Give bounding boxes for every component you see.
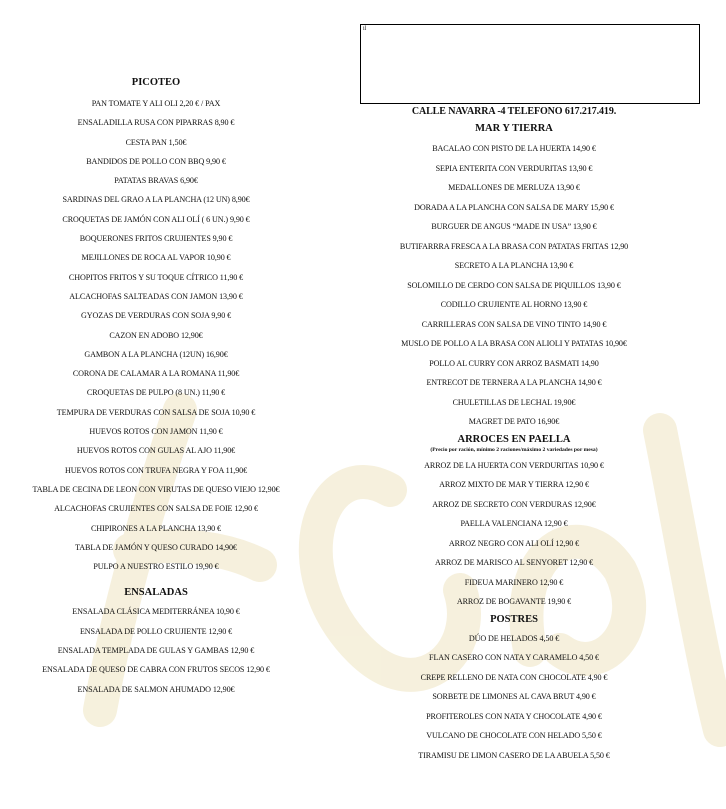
- ensaladas-list: [0, 602, 312, 698]
- menu-item: ENSALADA CLÁSICA MEDITERRÁNEA 10,90 €: [72, 607, 240, 617]
- menu-item: CORONA DE CALAMAR A LA ROMANA 11,90€: [72, 369, 240, 379]
- menu-item: DÚO DE HELADOS 4,50 €: [468, 633, 560, 643]
- menu-item: PROFITEROLES CON NATA Y CHOCOLATE 4,90 €: [426, 711, 602, 721]
- menu-item: ARROZ NEGRO CON ALI OLÍ 12,90 €: [448, 538, 580, 548]
- menu-item: VULCANO DE CHOCOLATE CON HELADO 5,50 €: [426, 731, 602, 740]
- menu-item: MEDALLONES DE MERLUZA 13,90 €: [448, 183, 580, 192]
- menu-item: HUEVOS ROTOS CON GULAS AL AJO 11,90€: [76, 446, 236, 456]
- menu-item: SECRETO A LA PLANCHA 13,90 €: [454, 261, 574, 270]
- menu-item: PATATAS BRAVAS 6,90€: [114, 176, 198, 186]
- menu-item: CHIPIRONES A LA PLANCHA 13,90 €: [90, 523, 221, 533]
- menu-item: MUSLO DE POLLO A LA BRASA CON ALIOLI Y PATATAS 10,90€: [401, 339, 627, 348]
- menu-item: BUTIFARRRA FRESCA A LA BRASA CON PATATAS FRITAS 12,90: [399, 241, 629, 251]
- menu-item: CARRILLERAS CON SALSA DE VINO TINTO 14,90 €: [421, 319, 607, 329]
- menu-item: SOLOMILLO DE CERDO CON SALSA DE PIQUILLOS 13,90 €: [407, 280, 621, 290]
- menu-item: HUEVOS ROTOS CON TRUFA NEGRA Y FOA 11,90€: [64, 465, 248, 475]
- postres-list: [360, 629, 668, 766]
- menu-item: CROQUETAS DE JAMÓN CON ALI OLÍ ( 6 UN.) 9,90 €: [62, 214, 250, 224]
- section-title-mar-tierra: MAR Y TIERRA: [475, 123, 553, 134]
- menu-item: ARROZ MIXTO DE MAR Y TIERRA 12,90 €: [439, 480, 589, 489]
- menu-item: ENSALADILLA RUSA CON PIPARRAS 8,90 €: [77, 118, 235, 128]
- section-title-picoteo: PICOTEO: [131, 77, 181, 88]
- menu-item: CESTA PAN 1,50€: [125, 137, 187, 147]
- menu-item: HUEVOS ROTOS CON JAMON 11,90 €: [89, 427, 223, 437]
- menu-item: TABLA DE CECINA DE LEON CON VIRUTAS DE QUESO VIEJO 12,90€: [32, 484, 280, 494]
- menu-item: SORBETE DE LIMONES AL CAVA BRUT 4,90 €: [432, 692, 596, 701]
- menu-item: MAGRET DE PATO 16,90€: [468, 417, 560, 426]
- menu-item: CREPE RELLENO DE NATA CON CHOCOLATE 4,90 €: [420, 672, 608, 682]
- left-column: [0, 76, 312, 699]
- logo-box-mark: il: [363, 26, 367, 32]
- menu-item: ALCACHOFAS SALTEADAS CON JAMON 13,90 €: [69, 291, 243, 301]
- menu-item: SARDINAS DEL GRAO A LA PLANCHA (12 UN) 8,90€: [62, 195, 250, 205]
- menu-item: ENTRECOT DE TERNERA A LA PLANCHA 14,90 €: [426, 378, 602, 387]
- menu-item: TABLA DE JAMÓN Y QUESO CURADO 14,90€: [75, 542, 237, 552]
- menu-item: BURGUER DE ANGUS “MADE IN USA” 13,90 €: [431, 222, 597, 231]
- menu-item: ENSALADA DE QUESO DE CABRA CON FRUTOS SECOS 12,90 €: [42, 665, 270, 675]
- menu-item: CHOPITOS FRITOS Y SU TOQUE CÍTRICO 11,90 €: [68, 272, 244, 282]
- menu-item: ENSALADA DE POLLO CRUJIENTE 12,90 €: [79, 626, 233, 636]
- menu-item: SEPIA ENTERITA CON VERDURITAS 13,90 €: [435, 163, 593, 173]
- menu-item: MEJILLONES DE ROCA AL VAPOR 10,90 €: [81, 253, 231, 263]
- menu-item: ENSALADA DE SALMON AHUMADO 12,90€: [77, 684, 235, 694]
- menu-item: ALCACHOFAS CRUJIENTES CON SALSA DE FOIE 12,90 €: [54, 504, 258, 514]
- menu-item: FLAN CASERO CON NATA Y CARAMELO 4,50 €: [429, 653, 599, 662]
- menu-item: TEMPURA DE VERDURAS CON SALSA DE SOJA 10,90 €: [56, 407, 256, 417]
- menu-item: PAN TOMATE Y ALI OLI 2,20 € / PAX: [91, 99, 221, 108]
- menu-item: POLLO AL CURRY CON ARROZ BASMATI 14,90: [429, 358, 599, 368]
- menu-item: BOQUERONES FRITOS CRUJIENTES 9,90 €: [79, 234, 233, 244]
- menu-item: ENSALADA TEMPLADA DE GULAS Y GAMBAS 12,90 €: [57, 646, 255, 656]
- menu-item: DORADA A LA PLANCHA CON SALSA DE MARY 15,90 €: [414, 202, 614, 212]
- arroces-note: (Precio por ración, mínimo 2 raciones/máximo 2 variedades por mesa): [430, 446, 598, 453]
- menu-item: BANDIDOS DE POLLO CON BBQ 9,90 €: [86, 156, 226, 166]
- picoteo-list: [0, 94, 312, 576]
- arroces-list: [360, 456, 668, 612]
- menu-item: BACALAO CON PISTO DE LA HUERTA 14,90 €: [432, 144, 596, 153]
- menu-item: ARROZ DE MARISCO AL SENYORET 12,90 €: [434, 558, 594, 567]
- menu-item: GAMBON A LA PLANCHA (12UN) 16,90€: [84, 349, 228, 359]
- menu-item: FIDEUA MARINERO 12,90 €: [464, 577, 564, 587]
- menu-item: CROQUETAS DE PULPO (8 UN.) 11,90 €: [86, 388, 226, 398]
- section-title-arroces: ARROCES EN PAELLA: [457, 433, 571, 445]
- section-title-ensaladas: ENSALADAS: [124, 587, 188, 599]
- address-phone: CALLE NAVARRA -4 TELEFONO 617.217.419.: [411, 106, 617, 117]
- menu-item: PULPO A NUESTRO ESTILO 19,90 €: [93, 562, 219, 572]
- menu-item: CHULETILLAS DE LECHAL 19,90€: [452, 397, 576, 407]
- logo-box: [360, 24, 700, 104]
- menu-item: CODILLO CRUJIENTE AL HORNO 13,90 €: [440, 300, 588, 309]
- section-title-postres: POSTRES: [490, 613, 538, 625]
- menu-item: ARROZ DE SECRETO CON VERDURAS 12,90€: [432, 499, 596, 509]
- menu-item: PAELLA VALENCIANA 12,90 €: [460, 519, 568, 528]
- menu-item: ARROZ DE LA HUERTA CON VERDURITAS 10,90 €: [424, 460, 604, 470]
- mar-tierra-list: [360, 139, 668, 432]
- menu-item: GYOZAS DE VERDURAS CON SOJA 9,90 €: [80, 311, 232, 321]
- menu-item: CAZON EN ADOBO 12,90€: [109, 330, 203, 340]
- menu-item: ARROZ DE BOGAVANTE 19,90 €: [456, 597, 572, 606]
- menu-item: TIRAMISU DE LIMON CASERO DE LA ABUELA 5,50 €: [418, 750, 610, 760]
- right-column: [360, 105, 668, 765]
